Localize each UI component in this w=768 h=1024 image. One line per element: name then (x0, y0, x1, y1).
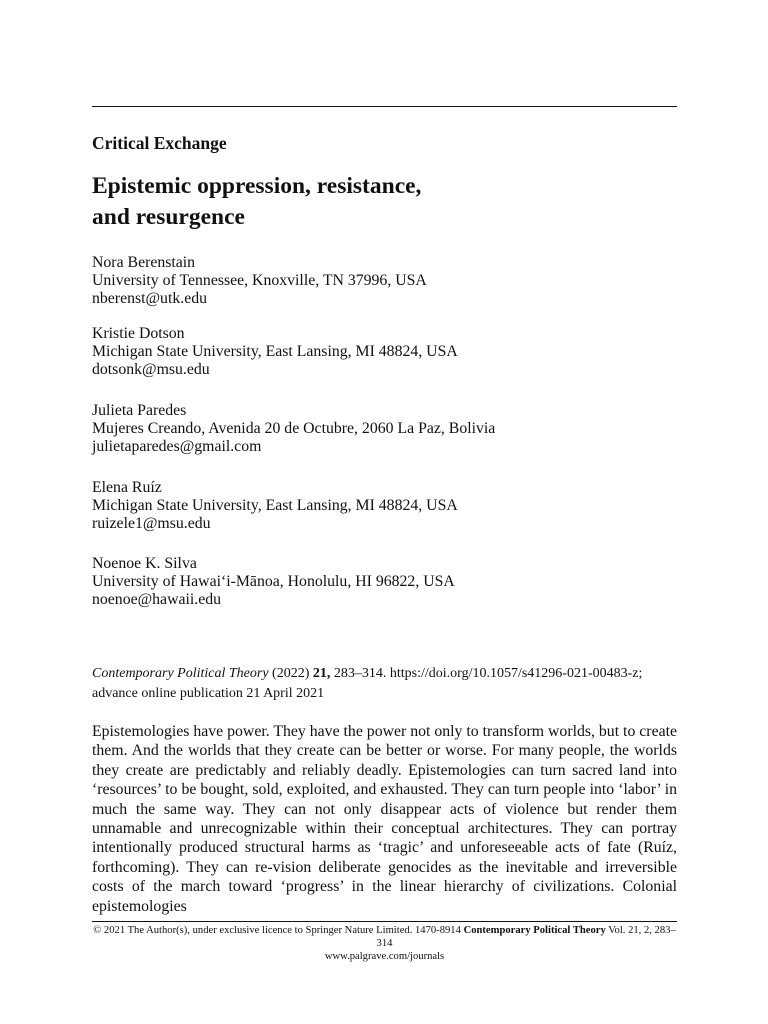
author-block-3 (92, 402, 677, 456)
body-paragraph: Epistemologies have power. They have the power not only to transform worlds, but to create them. And the worlds that they create can be better or worse. For many people, the worlds they create are predictably and reliably deadly. Epistemologies can turn sacred land into ‘resources’ to be bought, sold, exploited, and exhausted. They can turn people into ‘labor’ in much the same way. They can not only disappear acts of violence but render them unnamable and unrecognizable within their conceptual architectures. They can portray intentionally produced structural harms as ‘tragic’ and unforeseeable acts of fate (Ruíz, forthcoming). They can re-vision deliberate genocides as the inevitable and irreversible costs of the march toward ‘progress’ in the linear hierarchy of civilizations. Colonial epistemologies (92, 723, 677, 915)
author-email: noenoe@hawaii.edu (92, 591, 222, 608)
page-footer (92, 924, 677, 963)
author-block-2 (92, 325, 677, 379)
author-email: julietaparedes@gmail.com (92, 438, 262, 455)
author-affiliation: Michigan State University, East Lansing, MI 48824, USA (92, 497, 458, 514)
author-block-4 (92, 479, 677, 533)
author-affiliation: University of Tennessee, Knoxville, TN 37996, USA (92, 272, 427, 289)
citation-block (92, 664, 677, 704)
author-email: dotsonk@msu.edu (92, 361, 210, 378)
author-name: Kristie Dotson (92, 325, 185, 342)
author-name: Noenoe K. Silva (92, 555, 197, 572)
citation-volume: 21, (312, 666, 331, 681)
citation-journal: Contemporary Political Theory (92, 666, 269, 681)
author-name: Elena Ruíz (92, 479, 162, 496)
author-email: nberenst@utk.edu (92, 290, 208, 307)
citation-year: (2022) (272, 666, 310, 681)
footer-journal: Contemporary Political Theory (463, 925, 606, 936)
article-title (92, 171, 677, 233)
footer-url: www.palgrave.com/journals (324, 951, 445, 962)
author-affiliation: Mujeres Creando, Avenida 20 de Octubre, 2060 La Paz, Bolivia (92, 420, 496, 437)
title-line-1: Epistemic oppression, resistance, (92, 173, 422, 199)
author-affiliation: University of Hawaiʻi-Mānoa, Honolulu, HI 96822, USA (92, 573, 455, 590)
header-rule (92, 106, 677, 107)
section-label: Critical Exchange (92, 133, 227, 153)
author-name: Nora Berenstain (92, 254, 196, 271)
footer-volume: Vol. 21, 2, 283–314 (376, 925, 676, 949)
author-affiliation: Michigan State University, East Lansing, MI 48824, USA (92, 343, 458, 360)
footer-copyright: © 2021 The Author(s), under exclusive licence to Springer Nature Limited. 1470-8914 (93, 925, 461, 936)
footer-rule (92, 921, 677, 922)
title-line-2: and resurgence (92, 204, 245, 230)
author-email: ruizele1@msu.edu (92, 515, 211, 532)
author-block-5 (92, 555, 677, 609)
author-block-1 (92, 254, 677, 308)
author-name: Julieta Paredes (92, 402, 187, 419)
citation-details: 283–314. https://doi.org/10.1057/s41296-021-00483-z; advance online publication 21 April 2021 (92, 666, 643, 701)
